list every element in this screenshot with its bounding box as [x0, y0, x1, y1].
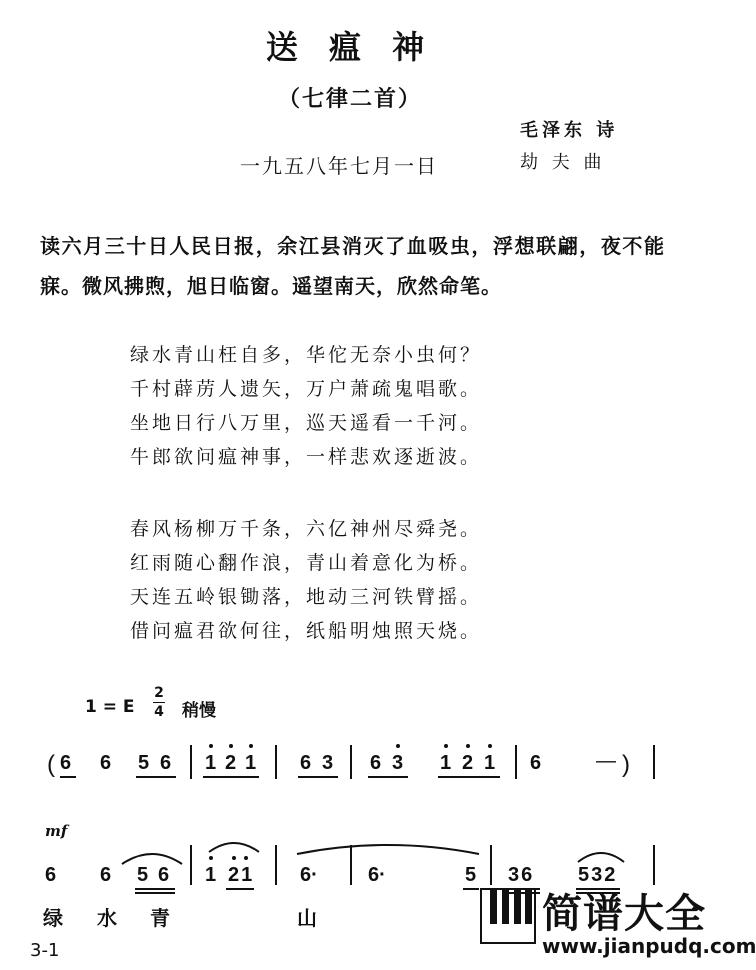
song-title: 送 瘟 神 — [265, 28, 435, 66]
note: 6 — [530, 752, 542, 774]
underline — [368, 776, 408, 778]
high-octave-dot — [466, 744, 470, 748]
high-octave-dot — [444, 744, 448, 748]
poem-line: 千村薜苈人遗矢，万户萧疏鬼唱歌。 — [130, 378, 483, 400]
high-octave-dot — [229, 744, 233, 748]
high-octave-dot — [249, 744, 253, 748]
underline — [463, 888, 479, 890]
note: 6 — [300, 752, 312, 774]
note: 5 — [138, 752, 150, 774]
slur — [120, 848, 184, 866]
barline — [275, 845, 277, 885]
poem-line: 借问瘟君欲何往，纸船明烛照天烧。 — [130, 620, 483, 642]
note: 1 — [245, 752, 257, 774]
barline — [190, 745, 192, 779]
underline — [136, 776, 176, 778]
underline — [135, 888, 175, 890]
close-paren: ) — [622, 751, 630, 778]
dynamic-marking: mf — [45, 822, 68, 840]
note-group: 532 — [578, 864, 618, 886]
note-group: 36 — [508, 864, 535, 886]
final-barline — [653, 745, 655, 779]
open-paren: ( — [47, 751, 55, 778]
poem-line: 坐地日行八万里，巡天遥看一千河。 — [130, 412, 483, 434]
underline — [203, 776, 259, 778]
note: 6· — [368, 864, 386, 886]
note: 2 — [462, 752, 474, 774]
high-octave-dot — [244, 856, 248, 860]
underline — [298, 776, 338, 778]
note: 6 — [100, 752, 112, 774]
tie — [295, 842, 481, 856]
slur — [576, 848, 626, 864]
note-group: 21 — [228, 864, 255, 886]
high-octave-dot — [396, 744, 400, 748]
piano-key — [502, 890, 509, 924]
note: 6 — [45, 864, 57, 886]
piano-key — [490, 890, 497, 924]
note: 1 — [440, 752, 452, 774]
piano-key — [514, 890, 521, 924]
poem-line: 绿水青山枉自多，华佗无奈小虫何？ — [130, 344, 483, 366]
time-signature — [152, 684, 166, 721]
high-octave-dot — [209, 744, 213, 748]
note: 6 — [60, 752, 72, 774]
time-signature-bar — [153, 702, 165, 703]
tempo-marking: 稍慢 — [182, 701, 216, 721]
time-signature-top: 2 — [154, 685, 164, 701]
lyric: 山 — [297, 906, 317, 930]
barline — [653, 845, 655, 885]
lyric: 绿 — [43, 906, 63, 930]
barline — [350, 745, 352, 779]
underline — [60, 776, 76, 778]
barline — [275, 745, 277, 779]
note: 1 — [205, 752, 217, 774]
time-signature-bottom: 4 — [154, 704, 164, 720]
lyric: 青 — [150, 906, 170, 930]
note: 1 — [205, 864, 217, 886]
key-signature: 1 = E — [85, 697, 135, 717]
note: 6· — [300, 864, 318, 886]
page-number: 3-1 — [30, 940, 60, 961]
poem-line: 牛郎欲问瘟神事，一样悲欢逐逝波。 — [130, 446, 483, 468]
note: 6 — [160, 752, 172, 774]
piano-icon — [480, 888, 536, 944]
underline — [135, 892, 175, 894]
note: 3 — [322, 752, 334, 774]
high-octave-dot — [209, 856, 213, 860]
lyric: 水 — [97, 906, 117, 930]
high-octave-dot — [232, 856, 236, 860]
sustain-dash: — — [596, 750, 616, 772]
note: 6 — [158, 864, 170, 886]
barline — [190, 845, 192, 885]
barline — [515, 745, 517, 779]
note: 3 — [392, 752, 404, 774]
watermark-text: 简谱大全 — [542, 891, 706, 937]
note: 5 — [137, 864, 149, 886]
note: 1 — [484, 752, 496, 774]
song-subtitle: （七律二首） — [277, 87, 422, 112]
piano-key — [525, 890, 532, 924]
note: 5 — [465, 864, 477, 886]
underline — [226, 888, 254, 890]
note: 6 — [100, 864, 112, 886]
poem-line: 红雨随心翻作浪，青山着意化为桥。 — [130, 552, 483, 574]
poem-date: 一九五八年七月一日 — [240, 154, 438, 178]
poem-line: 春风杨柳万千条，六亿神州尽舜尧。 — [130, 518, 483, 540]
watermark-url: www.jianpudq.com — [542, 934, 756, 958]
composer-credit: 劫 夫 曲 — [520, 152, 606, 173]
barline — [490, 845, 492, 885]
high-octave-dot — [488, 744, 492, 748]
poem-line: 天连五岭银锄落，地动三河铁臂摇。 — [130, 586, 483, 608]
slur — [207, 838, 261, 854]
note: 6 — [370, 752, 382, 774]
poet-credit: 毛泽东 诗 — [520, 120, 619, 141]
watermark — [480, 880, 756, 970]
note: 2 — [225, 752, 237, 774]
preface-text: 读六月三十日人民日报，余江县消灭了血吸虫，浮想联翩，夜不能寐。微风拂煦，旭日临窗。遥望南天，欣然命笔。 — [40, 234, 665, 298]
underline — [438, 776, 500, 778]
